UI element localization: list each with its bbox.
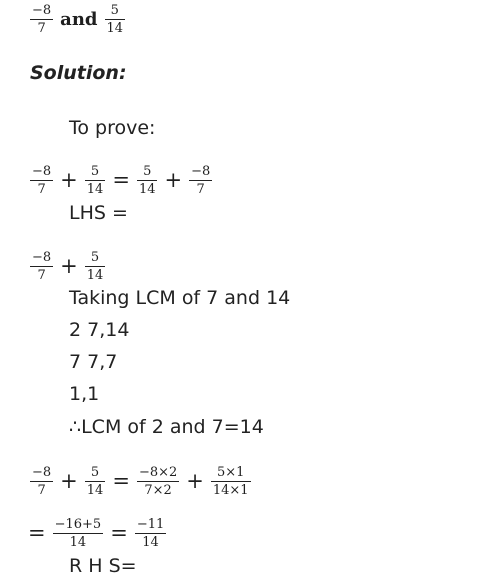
- fraction: $\frac{-16+5}{14}$: [54, 517, 102, 550]
- lcm-line-4: 1,1: [69, 383, 100, 405]
- result-equation: [28, 518, 166, 549]
- lhs-expression: [30, 251, 105, 282]
- question-line: [30, 4, 125, 35]
- lcm-line-2: 2 7,14: [69, 319, 130, 341]
- fraction: $\frac{5\times 1}{14\times 1}$: [212, 465, 249, 498]
- lcm-line-1: Taking LCM of 7 and 14: [69, 287, 291, 309]
- fraction: $\frac{5}{14}$: [138, 164, 156, 197]
- fraction: $\frac{-8}{7}$: [191, 164, 211, 197]
- equals-sign: =: [28, 521, 46, 545]
- and-word: and: [60, 9, 98, 30]
- plus-sign: +: [186, 469, 204, 493]
- rhs-label: R H S=: [69, 555, 137, 577]
- plus-sign: +: [164, 168, 183, 192]
- lhs-label: LHS =: [69, 202, 128, 224]
- lcm-line-3: 7 7,7: [69, 351, 118, 373]
- fraction: $\frac{5}{14}$: [86, 164, 104, 197]
- fraction-5-over-14: $\frac{5}{14}$: [106, 3, 124, 36]
- plus-sign: +: [60, 168, 78, 192]
- fraction-neg8-over-7: $\frac{-8}{7}$: [32, 3, 52, 36]
- fraction: $\frac{-8}{7}$: [32, 164, 52, 197]
- lcm-conclusion: ∴LCM of 2 and 7=14: [69, 416, 264, 438]
- equals-sign: =: [110, 521, 128, 545]
- fraction: $\frac{-8\times 2}{7\times 2}$: [138, 465, 178, 498]
- fraction: $\frac{-8}{7}$: [32, 250, 52, 283]
- solution-heading: Solution:: [30, 62, 127, 84]
- plus-sign: +: [60, 254, 78, 278]
- plus-sign: +: [60, 469, 78, 493]
- equation-to-prove: [30, 165, 212, 196]
- fraction: $\frac{5}{14}$: [86, 465, 104, 498]
- equals-sign: =: [112, 469, 130, 493]
- equals-sign: =: [112, 168, 130, 192]
- lcm-expansion-equation: [30, 466, 251, 497]
- fraction: $\frac{-8}{7}$: [32, 465, 52, 498]
- fraction: $\frac{5}{14}$: [86, 250, 104, 283]
- fraction: $\frac{-11}{14}$: [136, 517, 165, 550]
- to-prove-label: To prove:: [69, 117, 156, 139]
